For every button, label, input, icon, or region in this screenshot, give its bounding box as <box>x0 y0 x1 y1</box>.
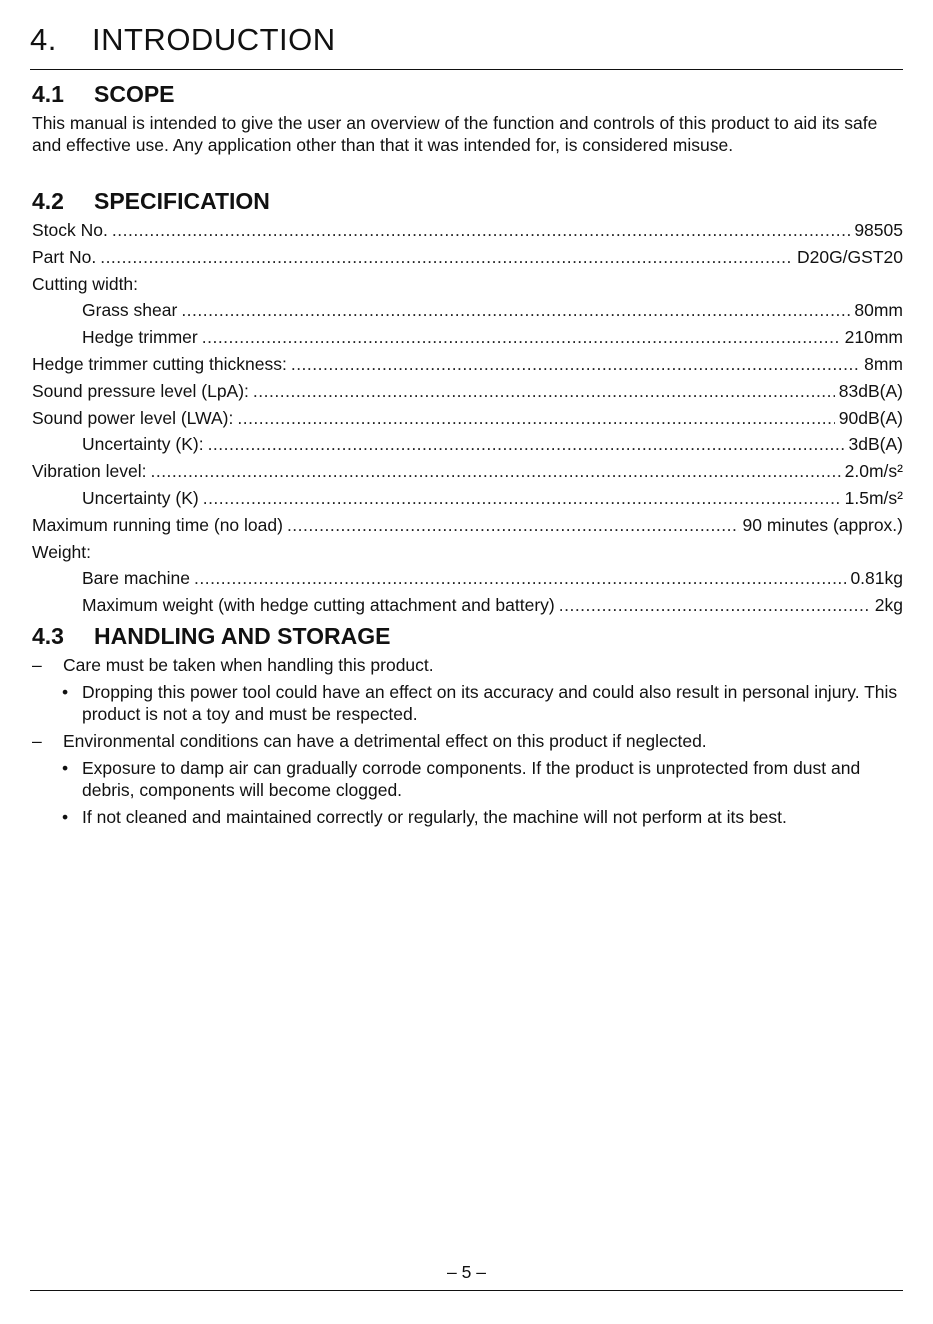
scope-heading <box>32 81 175 108</box>
specification-list <box>32 217 903 619</box>
dot-leader <box>559 592 871 619</box>
dot-leader <box>112 217 850 244</box>
spec-row-maximum-weight <box>32 592 903 619</box>
handling-heading <box>32 623 390 650</box>
spec-row-sound-pressure <box>32 378 903 405</box>
dot-leader <box>202 324 841 351</box>
spec-row-sound-uncertainty <box>32 431 903 458</box>
spec-label: Vibration level: <box>32 461 147 482</box>
spec-row-grass-shear <box>32 297 903 324</box>
dot-leader <box>291 351 860 378</box>
spec-label: Bare machine <box>82 568 190 589</box>
header-divider <box>30 69 903 70</box>
scope-title: SCOPE <box>94 81 175 107</box>
spec-label: Stock No. <box>32 220 108 240</box>
spec-value: 80mm <box>854 300 903 321</box>
chapter-number: 4. <box>30 22 57 57</box>
spec-value: 98505 <box>854 220 903 240</box>
scope-number: 4.1 <box>32 81 64 107</box>
handling-bullet-text: If not cleaned and maintained correctly or regularly, the machine will not perform at its best. <box>82 807 787 827</box>
spec-value: 0.81kg <box>850 568 903 589</box>
spec-label: Maximum weight (with hedge cutting attachment and battery) <box>82 595 555 616</box>
specification-title: SPECIFICATION <box>94 188 270 214</box>
footer-divider <box>30 1290 903 1291</box>
handling-title: HANDLING AND STORAGE <box>94 623 391 649</box>
bullet-marker: • <box>62 682 69 702</box>
dot-leader <box>203 485 841 512</box>
dot-leader <box>237 405 834 432</box>
spec-value: 8mm <box>864 353 903 374</box>
spec-value: 90dB(A) <box>838 407 903 428</box>
dot-leader <box>287 512 739 539</box>
specification-number: 4.2 <box>32 188 64 214</box>
handling-number: 4.3 <box>32 623 64 649</box>
spec-value: 90 minutes (approx.) <box>742 514 903 535</box>
spec-value: D20G/GST20 <box>796 246 903 267</box>
spec-row-bare-machine <box>32 565 903 592</box>
dot-leader <box>253 378 835 405</box>
handling-bullet-text: Dropping this power tool could have an effect on its accuracy and could also result in personal injury. This product is not a toy and must be respected. <box>82 682 898 724</box>
spec-row-running-time <box>32 512 903 539</box>
handling-item-text: Care must be taken when handling this product. <box>63 655 434 675</box>
specification-heading <box>32 188 270 215</box>
spec-value: 3dB(A) <box>848 434 903 455</box>
scope-paragraph: This manual is intended to give the user an overview of the function and controls of this product to aid its safe and effective use. Any application other than that it was intended for, is considered misuse. <box>32 113 878 155</box>
dot-leader <box>181 297 850 324</box>
spec-label: Grass shear <box>82 300 178 321</box>
chapter-heading <box>30 22 336 58</box>
spec-row-cutting-thickness <box>32 351 903 378</box>
chapter-title: INTRODUCTION <box>92 22 336 57</box>
spec-value: 2kg <box>874 595 903 616</box>
spec-label: Sound pressure level (LpA): <box>32 380 249 401</box>
spec-value: 83dB(A) <box>838 380 903 401</box>
dot-leader <box>100 244 793 271</box>
spec-label: Maximum running time (no load) <box>32 514 283 535</box>
spec-label: Uncertainty (K) <box>82 487 199 508</box>
spec-value: 1.5m/s² <box>844 487 903 508</box>
spec-row-sound-power <box>32 405 903 432</box>
spec-label: Hedge trimmer cutting thickness: <box>32 353 287 374</box>
spec-row-vibration <box>32 458 903 485</box>
page-number: – 5 – <box>447 1262 486 1282</box>
spec-row-stock-no <box>32 217 903 244</box>
spec-label: Uncertainty (K): <box>82 434 204 455</box>
dot-leader <box>194 565 846 592</box>
spec-label: Weight: <box>32 541 92 562</box>
dot-leader <box>208 431 845 458</box>
dash-marker: – <box>32 655 42 675</box>
spec-row-hedge-trimmer <box>32 324 903 351</box>
spec-value: 210mm <box>844 327 903 348</box>
handling-bullet-text: Exposure to damp air can gradually corrode components. If the product is unprotected from dust and debris, components will become clogged. <box>82 758 861 800</box>
spec-row-part-no <box>32 244 903 271</box>
dash-marker: – <box>32 731 42 751</box>
spec-row-cutting-width <box>32 271 903 298</box>
bullet-marker: • <box>62 758 69 778</box>
bullet-marker: • <box>62 807 69 827</box>
spec-value: 2.0m/s² <box>844 461 903 482</box>
spec-label: Cutting width: <box>32 273 139 294</box>
spec-row-weight <box>32 539 903 566</box>
spec-label: Sound power level (LWA): <box>32 407 234 428</box>
spec-label: Part No. <box>32 246 97 267</box>
dot-leader <box>150 458 840 485</box>
spec-row-vibration-uncertainty <box>32 485 903 512</box>
spec-label: Hedge trimmer <box>82 327 198 348</box>
handling-item-text: Environmental conditions can have a detrimental effect on this product if neglected. <box>63 731 707 751</box>
